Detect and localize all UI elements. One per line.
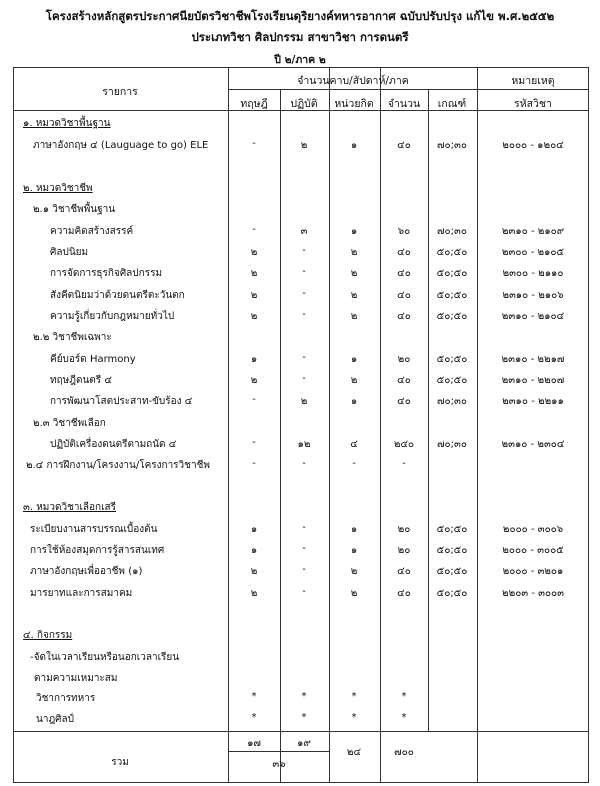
table-row <box>0 650 600 664</box>
table-row <box>0 628 600 642</box>
row-practice: ๒ <box>300 396 308 407</box>
row-credits: ๔ <box>350 439 358 450</box>
row-name: ๔. กิจกรรม <box>23 630 73 641</box>
table-row <box>0 437 600 451</box>
table-row <box>0 309 600 323</box>
column-header-remark: หมายเหตุ <box>511 75 555 87</box>
row-practice: * <box>301 712 307 723</box>
row-practice: ๑๒ <box>297 439 311 450</box>
row-theory: ๑ <box>250 354 258 365</box>
row-practice: - <box>302 309 306 320</box>
row-count: - <box>402 458 406 469</box>
row-count: ๔๐ <box>397 396 411 407</box>
table-row <box>0 416 600 430</box>
row-name: ๒. หมวดวิชาชีพ <box>23 183 93 194</box>
row-criteria: ๕๐;๕๐ <box>436 588 468 599</box>
row-count: ๔๐ <box>397 588 411 599</box>
row-credits: ๒ <box>350 375 358 386</box>
row-theory: - <box>252 224 256 235</box>
row-theory: ๒ <box>250 588 258 599</box>
document-subtitle: ประเภทวิชา ศิลปกรรม สาขาวิชา การดนตรี <box>191 30 409 44</box>
row-credits: ๒ <box>350 311 358 322</box>
row-practice: - <box>302 543 306 554</box>
row-name: ทฤษฎีดนตรี ๔ <box>50 375 112 386</box>
row-code: ๒๐๐๐ - ๓๒๐๑ <box>502 566 564 577</box>
row-practice: - <box>302 458 306 469</box>
column-header-hours: จำนวนคาบ/สัปดาห์/ภาค <box>297 75 409 87</box>
row-criteria: ๗๐;๓๐ <box>437 226 467 237</box>
row-criteria: ๕๐;๕๐ <box>436 354 468 365</box>
table-row <box>0 288 600 302</box>
row-criteria: ๕๐;๕๐ <box>436 268 468 279</box>
row-code: ๒๓๑๐ - ๒๑๐๖ <box>502 290 564 301</box>
row-credits: ๒ <box>350 588 358 599</box>
table-row <box>0 202 600 216</box>
row-name: ระเบียบงานสารบรรณเบื้องต้น <box>30 524 158 535</box>
row-theory: ๒ <box>250 375 258 386</box>
row-name: ๓. หมวดวิชาเลือกเสรี <box>23 502 117 513</box>
total-practice: ๑๙ <box>297 738 311 749</box>
table-row <box>0 352 600 366</box>
table-row <box>0 500 600 514</box>
row-credits: ๒ <box>350 566 358 577</box>
row-theory: ๒ <box>250 311 258 322</box>
row-credits: * <box>351 712 357 723</box>
row-credits: ๑ <box>350 524 358 535</box>
row-count: ๔๐ <box>397 268 411 279</box>
row-practice: - <box>302 245 306 256</box>
document-title: โครงสร้างหลักสูตรประกาศนียบัตรวิชาชีพโรงเรียนดุริยางค์ทหารอากาศ ฉบับปรับปรุง แก้ไข พ.ศ.๒๕๕๒ <box>45 9 555 23</box>
row-count: ๔๐ <box>397 140 411 151</box>
row-credits: ๒ <box>350 247 358 258</box>
row-count: ๔๐ <box>397 566 411 577</box>
row-code: ๒๓๐๐ - ๒๑๑๐ <box>502 268 564 279</box>
table-row <box>0 522 600 536</box>
row-credits: ๑ <box>350 545 358 556</box>
table-row <box>0 691 600 705</box>
row-credits: * <box>351 691 357 702</box>
row-name: การพัฒนาโสตประสาท-ขับร้อง ๔ <box>50 396 193 407</box>
row-practice: ๒ <box>300 140 308 151</box>
table-row <box>0 564 600 578</box>
row-practice: - <box>302 352 306 363</box>
row-code: ๒๐๐๐ - ๑๒๐๔ <box>502 140 564 151</box>
row-theory: - <box>252 394 256 405</box>
table-row <box>0 138 600 152</box>
table-row <box>0 181 600 195</box>
table-row <box>0 266 600 280</box>
row-theory: ๒ <box>250 268 258 279</box>
column-header-credits: หน่วยกิต <box>334 98 374 110</box>
row-count: ๒๐ <box>397 524 411 535</box>
column-header-items: รายการ <box>102 86 138 98</box>
row-practice: ๓ <box>300 226 308 237</box>
grid-line <box>477 89 589 90</box>
row-name: มารยาทและการสมาคม <box>30 588 133 599</box>
table-row <box>0 671 600 685</box>
row-criteria: ๕๐;๕๐ <box>436 566 468 577</box>
row-theory: * <box>251 712 257 723</box>
row-theory: ๒ <box>250 247 258 258</box>
row-name: คีย์บอร์ด Harmony <box>50 354 136 365</box>
row-practice: - <box>302 288 306 299</box>
row-count: ๔๐ <box>397 375 411 386</box>
row-practice: - <box>302 373 306 384</box>
grid-line <box>13 731 589 732</box>
row-count: ๖๐ <box>397 226 411 237</box>
row-criteria: ๕๐;๕๐ <box>436 311 468 322</box>
row-name: ๒.๒ วิชาชีพเฉพาะ <box>33 332 112 343</box>
term-label: ปี ๒/ภาค ๒ <box>274 54 326 66</box>
row-criteria: ๗๐;๓๐ <box>437 140 467 151</box>
table-row <box>0 224 600 238</box>
row-theory: - <box>252 138 256 149</box>
row-name: ๒.๑ วิชาชีพพื้นฐาน <box>33 204 116 215</box>
table-row <box>0 543 600 557</box>
row-name: ๒.๓ วิชาชีพเลือก <box>33 418 106 429</box>
grid-line <box>228 751 329 752</box>
row-count: ๔๐ <box>397 290 411 301</box>
row-theory: * <box>251 691 257 702</box>
column-header-code: รหัสวิชา <box>514 98 552 110</box>
row-code: ๒๓๑๐ - ๒๓๐๔ <box>501 439 565 450</box>
row-name: ความรู้เกี่ยวกับกฎหมายทั่วไป <box>50 311 175 322</box>
row-credits: ๑ <box>350 396 358 407</box>
row-name: ตามความเหมาะสม <box>34 673 118 684</box>
row-credits: ๒ <box>350 268 358 279</box>
row-name: สังคีตนิยมว่าด้วยดนตรีตะวันตก <box>50 290 185 301</box>
row-theory: ๒ <box>250 290 258 301</box>
row-practice: * <box>301 691 307 702</box>
row-theory: - <box>252 458 256 469</box>
row-criteria: ๗๐;๓๐ <box>437 396 467 407</box>
column-header-theory: ทฤษฎี <box>240 98 268 110</box>
row-count: * <box>401 691 407 702</box>
row-code: ๒๓๑๐ - ๒๑๐๔ <box>501 311 565 322</box>
total-theory: ๑๗ <box>247 738 261 749</box>
table-row <box>0 245 600 259</box>
row-code: ๒๓๑๐ - ๒๒๑๑ <box>502 396 564 407</box>
row-name: การจัดการธุรกิจศิลปกรรม <box>50 268 163 279</box>
total-credits: ๒๔ <box>346 747 362 758</box>
row-criteria: ๕๐;๕๐ <box>436 545 468 556</box>
row-name: ภาษาอังกฤษเพื่ออาชีพ (๑) <box>30 566 143 577</box>
row-credits: ๑ <box>350 140 358 151</box>
table-row <box>0 458 600 472</box>
row-count: ๒๐ <box>397 545 411 556</box>
row-code: ๒๒๐๓ - ๓๐๐๓ <box>502 588 564 599</box>
row-code: ๒๐๐๐ - ๓๐๐๖ <box>502 524 564 535</box>
row-code: ๒๓๑๐ - ๒๑๐๙ <box>501 226 565 237</box>
row-name: ศิลปนิยม <box>50 247 89 258</box>
row-code: ๒๓๑๐ - ๒๒๑๗ <box>501 354 565 365</box>
row-name: การใช้ห้องสมุดการรู้สารสนเทศ <box>30 545 165 556</box>
row-criteria: ๕๐;๕๐ <box>436 375 468 386</box>
row-count: ๔๐ <box>397 247 411 258</box>
row-code: ๒๐๐๐ - ๓๐๐๕ <box>502 545 564 556</box>
total-count: ๗๐๐ <box>394 747 414 758</box>
row-name: วิชาการทหาร <box>36 693 96 704</box>
row-criteria: ๕๐;๕๐ <box>436 524 468 535</box>
row-practice: - <box>302 564 306 575</box>
row-credits: ๒ <box>350 290 358 301</box>
table-row <box>0 712 600 726</box>
row-count: ๔๐ <box>397 311 411 322</box>
table-row <box>0 373 600 387</box>
grid-line <box>228 89 477 90</box>
row-code: ๒๓๑๐ - ๒๒๐๗ <box>501 375 565 386</box>
row-practice: - <box>302 266 306 277</box>
row-criteria: ๕๐;๕๐ <box>436 290 468 301</box>
row-credits: ๑ <box>350 226 358 237</box>
column-header-practice: ปฏิบัติ <box>290 98 318 110</box>
row-name: ๒.๔ การฝึกงาน/โครงงาน/โครงการวิชาชีพ <box>26 460 210 471</box>
total-label: รวม <box>111 757 129 768</box>
table-row <box>0 586 600 600</box>
row-count: * <box>401 712 407 723</box>
row-theory: ๒ <box>250 566 258 577</box>
row-code: ๒๓๐๐ - ๒๑๐๕ <box>501 247 565 258</box>
row-practice: - <box>302 522 306 533</box>
row-credits: - <box>352 458 356 469</box>
column-header-criteria: เกณฑ์ <box>437 98 467 110</box>
row-theory: ๑ <box>250 524 258 535</box>
row-criteria: ๕๐;๕๐ <box>436 247 468 258</box>
row-credits: ๑ <box>350 354 358 365</box>
row-criteria: ๗๐;๓๐ <box>437 439 467 450</box>
table-row <box>0 330 600 344</box>
row-practice: - <box>302 586 306 597</box>
row-name: นาฎศิลป์ <box>36 714 74 725</box>
row-theory: - <box>252 437 256 448</box>
column-header-count: จำนวน <box>387 98 421 110</box>
row-name: ภาษาอังกฤษ ๔ (Lauguage to go) ELE <box>33 140 209 151</box>
row-name: ปฏิบัติเครื่องดนตรีตามถนัด ๔ <box>50 439 177 450</box>
row-count: ๒๔๐ <box>393 439 415 450</box>
row-count: ๒๐ <box>397 354 411 365</box>
row-name: -จัดในเวลาเรียนหรือนอกเวลาเรียน <box>30 652 180 663</box>
total-combined: ๓๖ <box>272 759 286 770</box>
table-row <box>0 116 600 130</box>
row-theory: ๑ <box>250 545 258 556</box>
row-name: ๑. หมวดวิชาพื้นฐาน <box>23 118 111 129</box>
table-row <box>0 394 600 408</box>
row-name: ความคิดสร้างสรรค์ <box>50 226 134 237</box>
